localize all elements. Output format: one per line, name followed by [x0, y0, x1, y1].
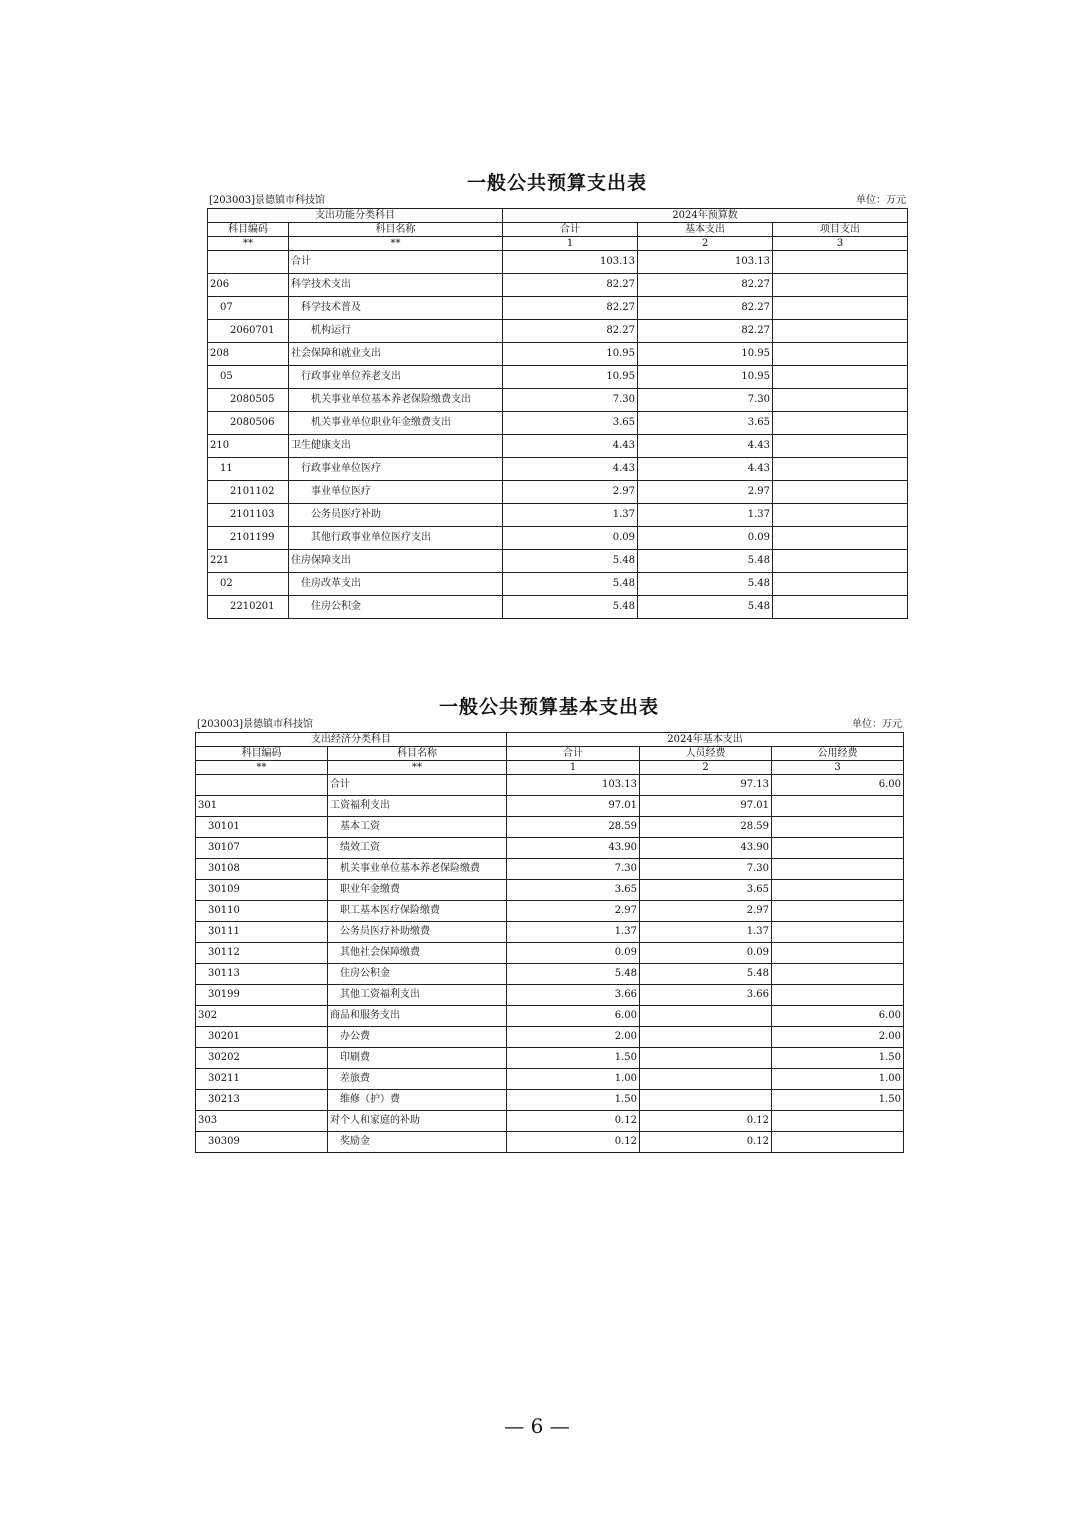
table2-index-name: ** [328, 761, 507, 775]
row-code: 303 [196, 1111, 328, 1132]
row-name: 卫生健康支出 [289, 435, 503, 458]
table1-unit-label: 单位：万元 [856, 195, 906, 206]
table1-body [208, 251, 908, 619]
row-total-value: 0.09 [507, 943, 640, 964]
row-personnel-value: 5.48 [640, 964, 772, 985]
row-total-value: 7.30 [503, 389, 638, 412]
row-project-value [773, 504, 908, 527]
row-total-value: 2.00 [507, 1027, 640, 1048]
row-code: 30113 [196, 964, 328, 985]
table-row [208, 389, 908, 412]
row-project-value [773, 481, 908, 504]
row-code: 210 [208, 435, 289, 458]
table2-column-header-row [196, 747, 904, 761]
row-name: 商品和服务支出 [328, 1006, 507, 1027]
row-personnel-value: 97.01 [640, 796, 772, 817]
row-basic-value: 1.37 [638, 504, 773, 527]
row-code: 221 [208, 550, 289, 573]
row-code: 30110 [196, 901, 328, 922]
table1-index-total: 1 [503, 237, 638, 251]
table2-org-label: [203003]景德镇市科技馆 [197, 719, 313, 730]
table2-body [196, 775, 904, 1153]
row-code: 11 [208, 458, 289, 481]
row-total-value: 5.48 [503, 573, 638, 596]
row-public-value: 1.50 [772, 1090, 904, 1111]
table-row [196, 838, 904, 859]
row-code: 30109 [196, 880, 328, 901]
table-row [196, 922, 904, 943]
general-budget-basic-expenditure-table [195, 732, 904, 1153]
row-public-value [772, 838, 904, 859]
row-personnel-value: 97.13 [640, 775, 772, 796]
row-total-value: 4.43 [503, 458, 638, 481]
row-project-value [773, 527, 908, 550]
row-name: 印刷费 [328, 1048, 507, 1069]
row-total-value: 0.09 [503, 527, 638, 550]
table-row [208, 481, 908, 504]
table-row [196, 1048, 904, 1069]
row-public-value [772, 1111, 904, 1132]
row-personnel-value [640, 1069, 772, 1090]
row-total-value: 82.27 [503, 320, 638, 343]
table2-group-left: 支出经济分类科目 [196, 733, 507, 747]
row-public-value: 1.00 [772, 1069, 904, 1090]
row-basic-value: 3.65 [638, 412, 773, 435]
table1-index-basic: 2 [638, 237, 773, 251]
table-row [196, 817, 904, 838]
row-total-value: 0.12 [507, 1132, 640, 1153]
row-total-value: 3.65 [503, 412, 638, 435]
table-row [196, 901, 904, 922]
row-name: 基本工资 [328, 817, 507, 838]
table-row [196, 880, 904, 901]
row-total-value: 1.00 [507, 1069, 640, 1090]
table2-index-public: 3 [772, 761, 904, 775]
row-public-value [772, 901, 904, 922]
table-row [196, 1006, 904, 1027]
row-project-value [773, 389, 908, 412]
row-total-value: 4.43 [503, 435, 638, 458]
table-row [208, 366, 908, 389]
row-name: 合计 [328, 775, 507, 796]
row-name: 科学技术支出 [289, 274, 503, 297]
row-total-value: 0.12 [507, 1111, 640, 1132]
row-total-value: 28.59 [507, 817, 640, 838]
row-name: 公务员医疗补助缴费 [328, 922, 507, 943]
row-name: 行政事业单位养老支出 [289, 366, 503, 389]
row-name: 住房公积金 [328, 964, 507, 985]
table1-group-header-row [208, 209, 908, 223]
row-basic-value: 5.48 [638, 596, 773, 619]
table-row [208, 274, 908, 297]
row-public-value [772, 964, 904, 985]
row-total-value: 6.00 [507, 1006, 640, 1027]
row-public-value [772, 1132, 904, 1153]
table-row [208, 297, 908, 320]
row-public-value [772, 880, 904, 901]
table1-index-code: ** [208, 237, 289, 251]
table-row [196, 1111, 904, 1132]
table1-org-label: [203003]景德镇市科技馆 [209, 195, 325, 206]
table2-header-personnel: 人员经费 [640, 747, 772, 761]
row-code: 2101199 [208, 527, 289, 550]
table-row [196, 964, 904, 985]
table1-meta [207, 195, 907, 207]
table-row [196, 775, 904, 796]
row-name: 住房改革支出 [289, 573, 503, 596]
row-public-value [772, 859, 904, 880]
table1-header-code: 科目编码 [208, 223, 289, 237]
row-name: 维修（护）费 [328, 1090, 507, 1111]
row-name: 合计 [289, 251, 503, 274]
row-code: 2080506 [208, 412, 289, 435]
row-project-value [773, 297, 908, 320]
row-total-value: 82.27 [503, 297, 638, 320]
table1-header-total: 合计 [503, 223, 638, 237]
table-row [208, 504, 908, 527]
table1-index-row [208, 237, 908, 251]
row-name: 社会保障和就业支出 [289, 343, 503, 366]
table-row [208, 343, 908, 366]
row-total-value: 7.30 [507, 859, 640, 880]
row-code: 30201 [196, 1027, 328, 1048]
row-basic-value: 0.09 [638, 527, 773, 550]
row-name: 其他社会保障缴费 [328, 943, 507, 964]
row-personnel-value: 0.09 [640, 943, 772, 964]
row-code: 30112 [196, 943, 328, 964]
row-project-value [773, 550, 908, 573]
table-row [208, 458, 908, 481]
general-budget-basic-expenditure-section [195, 692, 903, 1192]
general-budget-expenditure-section [207, 168, 907, 648]
table2-header-name: 科目名称 [328, 747, 507, 761]
row-personnel-value: 0.12 [640, 1111, 772, 1132]
row-name: 职业年金缴费 [328, 880, 507, 901]
row-code: 02 [208, 573, 289, 596]
row-name: 住房公积金 [289, 596, 503, 619]
row-code [196, 775, 328, 796]
row-code: 30107 [196, 838, 328, 859]
row-total-value: 3.65 [507, 880, 640, 901]
row-project-value [773, 366, 908, 389]
row-public-value: 2.00 [772, 1027, 904, 1048]
table1-column-header-row [208, 223, 908, 237]
row-code: 302 [196, 1006, 328, 1027]
page-number: — 6 — [504, 1414, 570, 1438]
table1-index-name: ** [289, 237, 503, 251]
row-name: 对个人和家庭的补助 [328, 1111, 507, 1132]
row-basic-value: 7.30 [638, 389, 773, 412]
row-name: 机关事业单位基本养老保险缴费支出 [289, 389, 503, 412]
row-public-value [772, 943, 904, 964]
row-name: 事业单位医疗 [289, 481, 503, 504]
table2-group-header-row [196, 733, 904, 747]
row-name: 机关事业单位基本养老保险缴费 [328, 859, 507, 880]
table2-index-personnel: 2 [640, 761, 772, 775]
row-name: 其他工资福利支出 [328, 985, 507, 1006]
row-name: 差旅费 [328, 1069, 507, 1090]
row-basic-value: 4.43 [638, 435, 773, 458]
table1-title: 一般公共预算支出表 [466, 172, 647, 194]
table2-header-total: 合计 [507, 747, 640, 761]
row-total-value: 5.48 [507, 964, 640, 985]
row-basic-value: 82.27 [638, 297, 773, 320]
table1-header-project: 项目支出 [773, 223, 908, 237]
row-personnel-value: 3.65 [640, 880, 772, 901]
row-code: 30101 [196, 817, 328, 838]
row-basic-value: 103.13 [638, 251, 773, 274]
row-code: 30202 [196, 1048, 328, 1069]
table2-unit-label: 单位：万元 [852, 719, 902, 730]
table2-title: 一般公共预算基本支出表 [438, 696, 659, 718]
row-code: 206 [208, 274, 289, 297]
row-code: 2060701 [208, 320, 289, 343]
row-total-value: 5.48 [503, 550, 638, 573]
row-total-value: 2.97 [503, 481, 638, 504]
row-name: 行政事业单位医疗 [289, 458, 503, 481]
row-project-value [773, 274, 908, 297]
row-project-value [773, 343, 908, 366]
row-code: 30309 [196, 1132, 328, 1153]
row-total-value: 10.95 [503, 366, 638, 389]
table-row [196, 1132, 904, 1153]
row-total-value: 103.13 [507, 775, 640, 796]
row-project-value [773, 320, 908, 343]
row-name: 公务员医疗补助 [289, 504, 503, 527]
row-total-value: 1.37 [503, 504, 638, 527]
row-name: 职工基本医疗保险缴费 [328, 901, 507, 922]
row-name: 机关事业单位职业年金缴费支出 [289, 412, 503, 435]
row-code: 2210201 [208, 596, 289, 619]
table-row [208, 550, 908, 573]
table-row [208, 412, 908, 435]
row-personnel-value: 28.59 [640, 817, 772, 838]
row-personnel-value [640, 1048, 772, 1069]
row-total-value: 2.97 [507, 901, 640, 922]
table1-header-name: 科目名称 [289, 223, 503, 237]
row-public-value: 6.00 [772, 775, 904, 796]
general-budget-expenditure-table [207, 208, 908, 619]
table-row [196, 943, 904, 964]
row-name: 科学技术普及 [289, 297, 503, 320]
row-basic-value: 82.27 [638, 274, 773, 297]
row-basic-value: 82.27 [638, 320, 773, 343]
row-public-value [772, 922, 904, 943]
row-personnel-value: 3.66 [640, 985, 772, 1006]
row-personnel-value [640, 1027, 772, 1048]
row-total-value: 97.01 [507, 796, 640, 817]
row-code: 2101102 [208, 481, 289, 504]
table-row [208, 251, 908, 274]
table2-index-total: 1 [507, 761, 640, 775]
table-row [196, 796, 904, 817]
row-basic-value: 10.95 [638, 343, 773, 366]
table2-header-code: 科目编码 [196, 747, 328, 761]
row-code: 05 [208, 366, 289, 389]
row-name: 绩效工资 [328, 838, 507, 859]
row-total-value: 103.13 [503, 251, 638, 274]
row-total-value: 1.37 [507, 922, 640, 943]
table-row [196, 1090, 904, 1111]
row-personnel-value [640, 1006, 772, 1027]
row-project-value [773, 596, 908, 619]
row-project-value [773, 412, 908, 435]
row-code: 2080505 [208, 389, 289, 412]
table2-header-public: 公用经费 [772, 747, 904, 761]
row-project-value [773, 573, 908, 596]
row-project-value [773, 435, 908, 458]
table-row [196, 985, 904, 1006]
row-personnel-value [640, 1090, 772, 1111]
row-total-value: 1.50 [507, 1048, 640, 1069]
row-code: 30211 [196, 1069, 328, 1090]
row-code: 30213 [196, 1090, 328, 1111]
row-code [208, 251, 289, 274]
table1-group-left: 支出功能分类科目 [208, 209, 503, 223]
row-personnel-value: 0.12 [640, 1132, 772, 1153]
row-personnel-value: 1.37 [640, 922, 772, 943]
table-row [208, 573, 908, 596]
row-project-value [773, 251, 908, 274]
row-public-value [772, 985, 904, 1006]
table-row [208, 435, 908, 458]
table-row [208, 527, 908, 550]
row-name: 机构运行 [289, 320, 503, 343]
row-code: 2101103 [208, 504, 289, 527]
table-row [196, 1069, 904, 1090]
row-name: 其他行政事业单位医疗支出 [289, 527, 503, 550]
row-code: 30111 [196, 922, 328, 943]
table1-index-project: 3 [773, 237, 908, 251]
table2-meta [195, 719, 903, 731]
table2-group-right: 2024年基本支出 [507, 733, 904, 747]
row-total-value: 82.27 [503, 274, 638, 297]
table1-header-basic: 基本支出 [638, 223, 773, 237]
row-code: 07 [208, 297, 289, 320]
row-name: 办公费 [328, 1027, 507, 1048]
row-basic-value: 4.43 [638, 458, 773, 481]
row-project-value [773, 458, 908, 481]
table2-index-code: ** [196, 761, 328, 775]
row-personnel-value: 43.90 [640, 838, 772, 859]
row-total-value: 43.90 [507, 838, 640, 859]
row-name: 住房保障支出 [289, 550, 503, 573]
row-basic-value: 5.48 [638, 573, 773, 596]
table2-index-row [196, 761, 904, 775]
row-personnel-value: 2.97 [640, 901, 772, 922]
row-total-value: 10.95 [503, 343, 638, 366]
row-public-value: 6.00 [772, 1006, 904, 1027]
table1-group-right: 2024年预算数 [503, 209, 908, 223]
table-row [196, 1027, 904, 1048]
row-public-value: 1.50 [772, 1048, 904, 1069]
row-code: 30199 [196, 985, 328, 1006]
table-row [208, 320, 908, 343]
row-basic-value: 10.95 [638, 366, 773, 389]
table-row [196, 859, 904, 880]
row-total-value: 5.48 [503, 596, 638, 619]
row-name: 奖励金 [328, 1132, 507, 1153]
row-name: 工资福利支出 [328, 796, 507, 817]
row-code: 208 [208, 343, 289, 366]
row-total-value: 1.50 [507, 1090, 640, 1111]
table-row [208, 596, 908, 619]
row-public-value [772, 796, 904, 817]
row-public-value [772, 817, 904, 838]
row-basic-value: 5.48 [638, 550, 773, 573]
row-code: 301 [196, 796, 328, 817]
row-basic-value: 2.97 [638, 481, 773, 504]
row-code: 30108 [196, 859, 328, 880]
row-personnel-value: 7.30 [640, 859, 772, 880]
row-total-value: 3.66 [507, 985, 640, 1006]
